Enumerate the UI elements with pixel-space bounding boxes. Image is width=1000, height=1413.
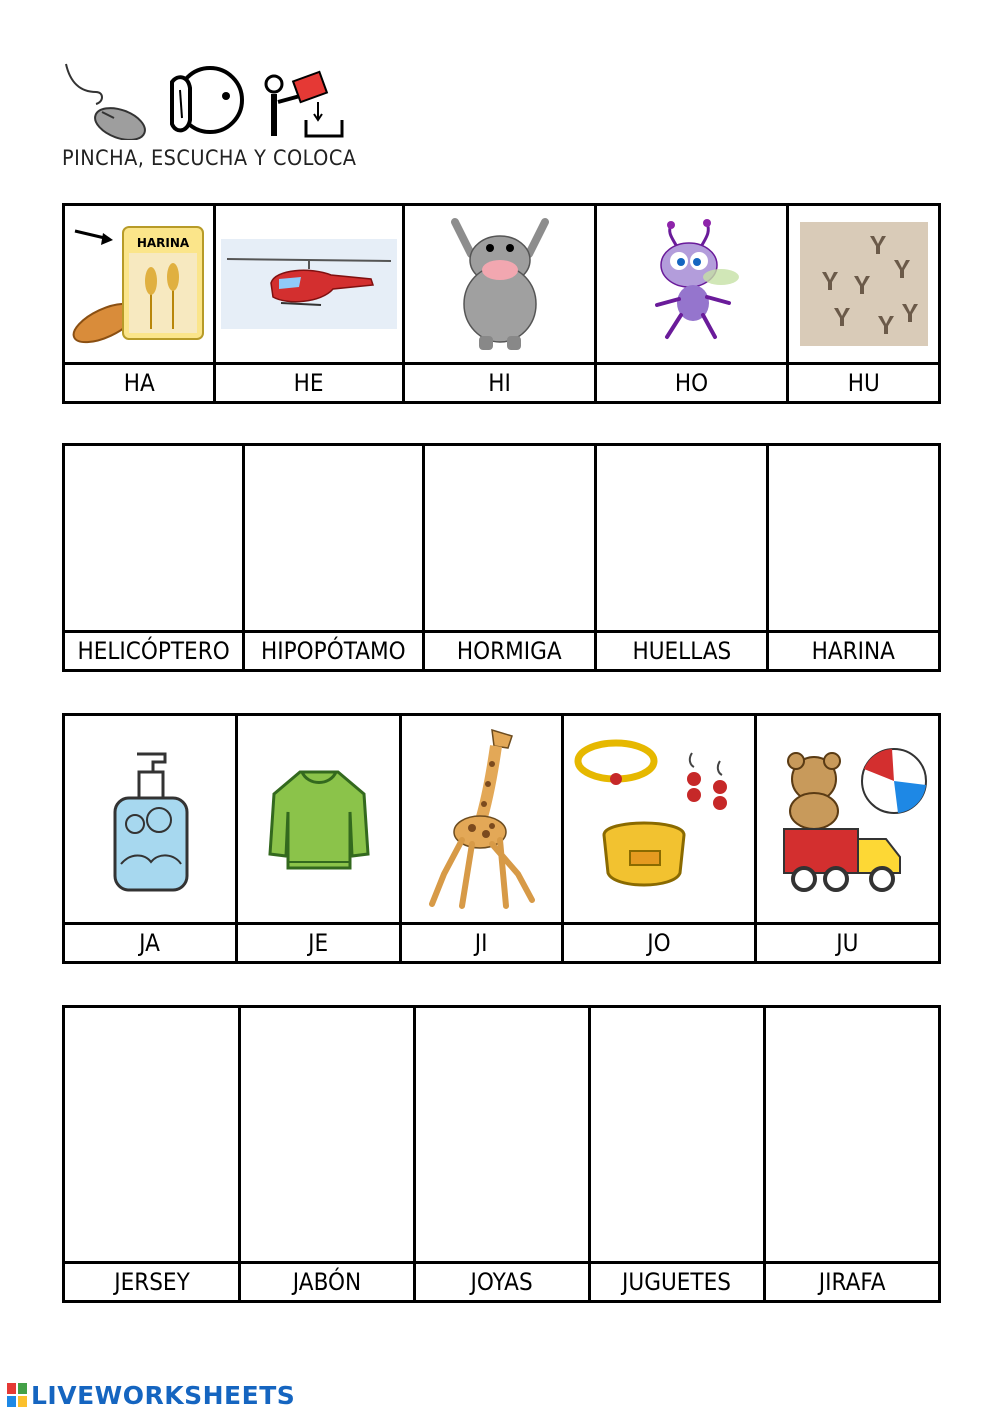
ant-icon bbox=[637, 219, 747, 349]
footprints-image-cell bbox=[788, 205, 940, 364]
word-label: HELICÓPTERO bbox=[64, 632, 244, 671]
drop-zone[interactable] bbox=[765, 1007, 940, 1263]
mouse-click-icon bbox=[66, 64, 149, 140]
toys-icon bbox=[768, 739, 928, 899]
syllable-label[interactable]: JE bbox=[237, 924, 401, 963]
soap-image-cell bbox=[64, 715, 237, 924]
drop-zone[interactable] bbox=[240, 1007, 415, 1263]
drop-zone[interactable] bbox=[415, 1007, 590, 1263]
harina-bag-bread-icon bbox=[69, 219, 209, 349]
word-label: JERSEY bbox=[64, 1263, 240, 1302]
sweater-image-cell bbox=[237, 715, 401, 924]
soap-dispenser-icon bbox=[105, 744, 195, 894]
svg-text:HARINA: HARINA bbox=[136, 236, 190, 250]
drop-zone[interactable] bbox=[590, 1007, 765, 1263]
syllable-label[interactable]: HA bbox=[64, 364, 215, 403]
word-label: HARINA bbox=[768, 632, 940, 671]
word-label: HIPOPÓTAMO bbox=[244, 632, 424, 671]
syllable-label[interactable]: JU bbox=[756, 924, 940, 963]
drop-zone[interactable] bbox=[64, 445, 244, 632]
h-words-table bbox=[62, 443, 941, 672]
drop-zone[interactable] bbox=[424, 445, 596, 632]
ant-image-cell bbox=[596, 205, 788, 364]
syllable-label[interactable]: JO bbox=[563, 924, 756, 963]
syllable-label[interactable]: JI bbox=[401, 924, 563, 963]
footprints-icon bbox=[800, 222, 928, 346]
syllable-label[interactable]: HI bbox=[404, 364, 596, 403]
hippo-icon bbox=[445, 214, 555, 354]
sweater-icon bbox=[264, 764, 374, 874]
listen-icon bbox=[172, 68, 242, 132]
brand-name: LIVEWORKSHEETS bbox=[31, 1380, 296, 1410]
word-label: HUELLAS bbox=[596, 632, 768, 671]
j-words-table bbox=[62, 1005, 941, 1303]
drop-zone[interactable] bbox=[768, 445, 940, 632]
h-syllables-table bbox=[62, 203, 941, 404]
drop-zone[interactable] bbox=[244, 445, 424, 632]
harina-image-cell bbox=[64, 205, 215, 364]
instruction-icons bbox=[60, 62, 360, 140]
place-in-box-icon bbox=[266, 72, 342, 136]
syllable-label[interactable]: JA bbox=[64, 924, 237, 963]
word-label: JABÓN bbox=[240, 1263, 415, 1302]
helicopter-image-cell bbox=[215, 205, 404, 364]
word-label: HORMIGA bbox=[424, 632, 596, 671]
drop-zone[interactable] bbox=[64, 1007, 240, 1263]
toys-image-cell bbox=[756, 715, 940, 924]
jewelry-icon bbox=[574, 739, 744, 899]
giraffe-image-cell bbox=[401, 715, 563, 924]
word-label: JOYAS bbox=[415, 1263, 590, 1302]
liveworksheets-logo bbox=[6, 1378, 295, 1412]
drop-zone[interactable] bbox=[596, 445, 768, 632]
helicopter-icon bbox=[221, 239, 397, 329]
syllable-label[interactable]: HO bbox=[596, 364, 788, 403]
j-syllables-table bbox=[62, 713, 941, 964]
word-label: JUGUETES bbox=[590, 1263, 765, 1302]
hippo-image-cell bbox=[404, 205, 596, 364]
logo-badge-icon bbox=[6, 1382, 28, 1408]
giraffe-icon bbox=[422, 724, 542, 914]
word-label: JIRAFA bbox=[765, 1263, 940, 1302]
instruction-text: PINCHA, ESCUCHA Y COLOCA bbox=[62, 146, 357, 170]
syllable-label[interactable]: HU bbox=[788, 364, 940, 403]
jewelry-image-cell bbox=[563, 715, 756, 924]
syllable-label[interactable]: HE bbox=[215, 364, 404, 403]
